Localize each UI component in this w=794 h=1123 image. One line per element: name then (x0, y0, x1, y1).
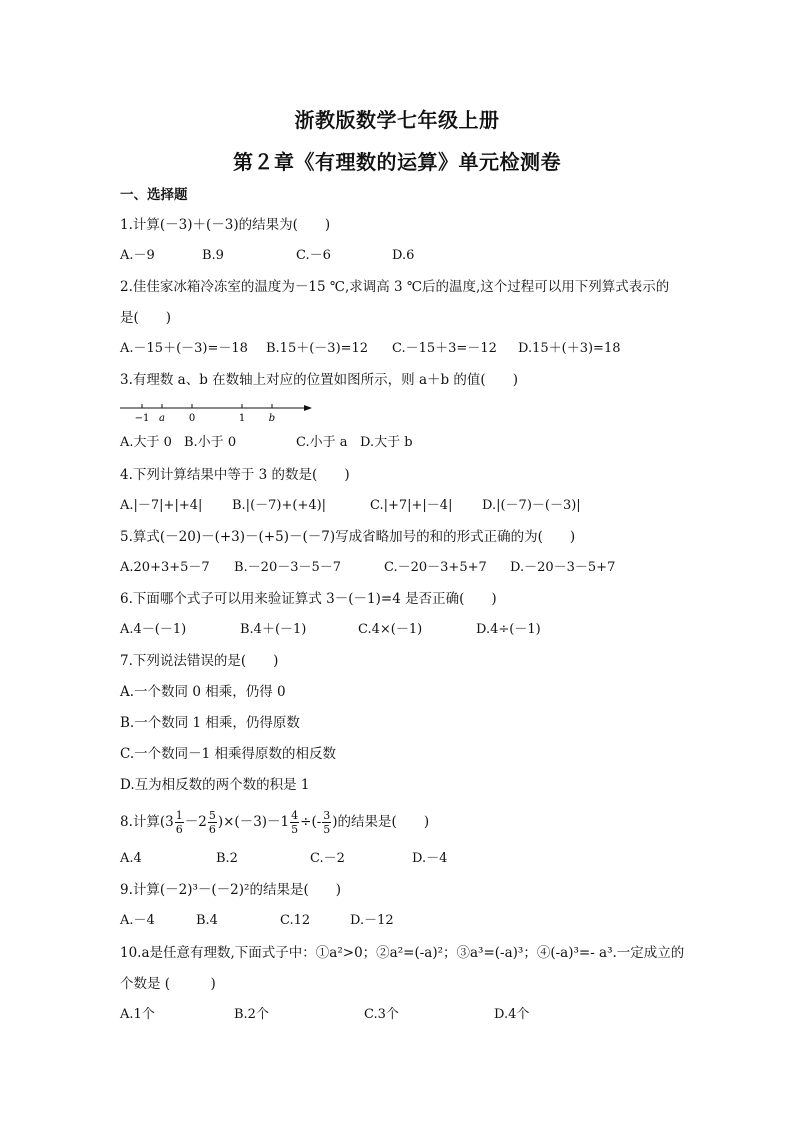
number-line-label: a (159, 413, 165, 424)
frac-numerator: 3 (323, 809, 331, 822)
q5-option-d: D.－20－3－5+7 (510, 560, 616, 575)
q2-option-d: D.15＋(＋3)=18 (518, 341, 621, 356)
frac-numerator: 4 (291, 809, 299, 822)
q10-option-b: B.2个 (234, 1007, 269, 1022)
q10-option-c: C.3个 (364, 1007, 399, 1022)
q1-option-b: B.9 (202, 248, 224, 263)
q8-mid2: )×(－3)－1 (217, 814, 290, 830)
q10-option-a: A.1个 (120, 1007, 155, 1022)
q6-option-c: C.4×(－1) (358, 622, 423, 637)
q3-option-a: A.大于 0 (120, 435, 172, 450)
number-line-label: b (268, 413, 276, 424)
q6-option-d: D.4÷(－1) (476, 622, 541, 637)
number-line-arrow (304, 405, 312, 411)
q5-option-c: C.－20－3+5+7 (384, 560, 487, 575)
number-line-label: −1 (134, 413, 150, 424)
q8-mid1: －2 (184, 814, 207, 830)
q8-option-b: B.2 (216, 851, 238, 866)
question-4: 4.下列计算结果中等于 3 的数是( ) (120, 467, 350, 483)
frac-denominator: 5 (291, 823, 299, 836)
frac-denominator: 5 (323, 823, 331, 836)
q6-option-b: B.4＋(－1) (240, 622, 307, 637)
q7-option-a: A.一个数同 0 相乘，仍得 0 (120, 684, 286, 700)
q8-option-c: C.－2 (310, 851, 345, 866)
question-2-line1: 2.佳佳家冰箱冷冻室的温度为－15 ℃,求调高 3 ℃后的温度,这个过程可以用下列算式表示的 (120, 279, 670, 295)
frac-numerator: 1 (175, 809, 183, 822)
doc-subtitle: 第２章《有理数的运算》单元检测卷 (233, 150, 561, 174)
q6-option-a: A.4－(－1) (120, 622, 187, 637)
q4-option-a: A.|－7|+|+4| (120, 498, 203, 513)
q3-option-b: B.小于 0 (184, 435, 237, 450)
q5-option-a: A.20+3+5－7 (120, 560, 210, 575)
q1-option-d: D.6 (392, 248, 415, 263)
q1-option-c: C.－6 (296, 248, 331, 263)
q7-option-b: B.一个数同 1 相乘，仍得原数 (120, 715, 300, 731)
fraction-5-6 (208, 809, 217, 836)
q4-option-d: D.|(－7)－(－3)| (482, 498, 581, 513)
question-5: 5.算式(－20)－(+3)－(+5)－(－7)写成省略加号的和的形式正确的为( ) (120, 529, 576, 545)
q2-option-a: A.－15＋(－3)=－18 (120, 341, 248, 356)
fraction-1-6 (175, 809, 184, 836)
q7-option-d: D.互为相反数的两个数的积是 1 (120, 777, 310, 793)
fraction-4-5 (290, 809, 299, 836)
q7-option-c: C.一个数同－1 相乘得原数的相反数 (120, 746, 337, 762)
number-line-figure (120, 400, 320, 424)
q2-option-b: B.15＋(－3)=12 (266, 341, 369, 356)
frac-denominator: 6 (175, 823, 183, 836)
frac-numerator: 5 (208, 809, 216, 822)
fraction-3-5 (322, 809, 331, 836)
q9-option-d: D.－12 (350, 913, 394, 928)
q9-option-c: C.12 (280, 913, 311, 928)
doc-title: 浙教版数学七年级上册 (294, 108, 500, 132)
q9-option-b: B.4 (196, 913, 218, 928)
q10-option-d: D.4个 (494, 1007, 530, 1022)
question-7: 7.下列说法错误的是( ) (120, 653, 279, 669)
q4-option-c: C.|+7|+|－4| (370, 498, 453, 513)
number-line-label: 0 (188, 413, 196, 424)
q3-option-c: C.小于 a (296, 435, 348, 450)
q8-prefix: 8.计算(3 (120, 814, 174, 830)
q5-option-b: B.－20－3－5－7 (234, 560, 342, 575)
question-2-line2: 是( ) (120, 310, 172, 326)
number-line-label: 1 (238, 413, 246, 424)
frac-denominator: 6 (208, 823, 216, 836)
question-8 (120, 806, 429, 838)
q4-option-b: B.|(－7)+(+4)| (232, 498, 327, 513)
q1-option-a: A.－9 (120, 248, 155, 263)
q2-option-c: C.－15＋3=－12 (392, 341, 497, 356)
q8-option-a: A.4 (120, 851, 142, 866)
section-heading: 一、选择题 (120, 187, 188, 203)
q8-option-d: D.－4 (412, 851, 448, 866)
question-10-line1: 10.a是任意有理数,下面式子中：①a²>0；②a²=(-a)²；③a³=(-a)³；④(-a)³=- a³.一定成立的 (120, 945, 685, 961)
q8-suffix: )的结果是( ) (332, 814, 430, 830)
question-6: 6.下面哪个式子可以用来验证算式 3－(－1)=4 是否正确( ) (120, 591, 497, 607)
question-1: 1.计算(－3)＋(－3)的结果为( ) (120, 217, 331, 233)
q3-option-d: D.大于 b (360, 435, 413, 450)
q9-option-a: A.－4 (120, 913, 155, 928)
question-10-line2: 个数是 ( ) (120, 976, 216, 992)
question-3: 3.有理数 a、b 在数轴上对应的位置如图所示，则 a＋b 的值( ) (120, 372, 518, 388)
q8-mid3: ÷(- (300, 814, 322, 830)
question-9: 9.计算(－2)³－(－2)²的结果是( ) (120, 882, 341, 898)
